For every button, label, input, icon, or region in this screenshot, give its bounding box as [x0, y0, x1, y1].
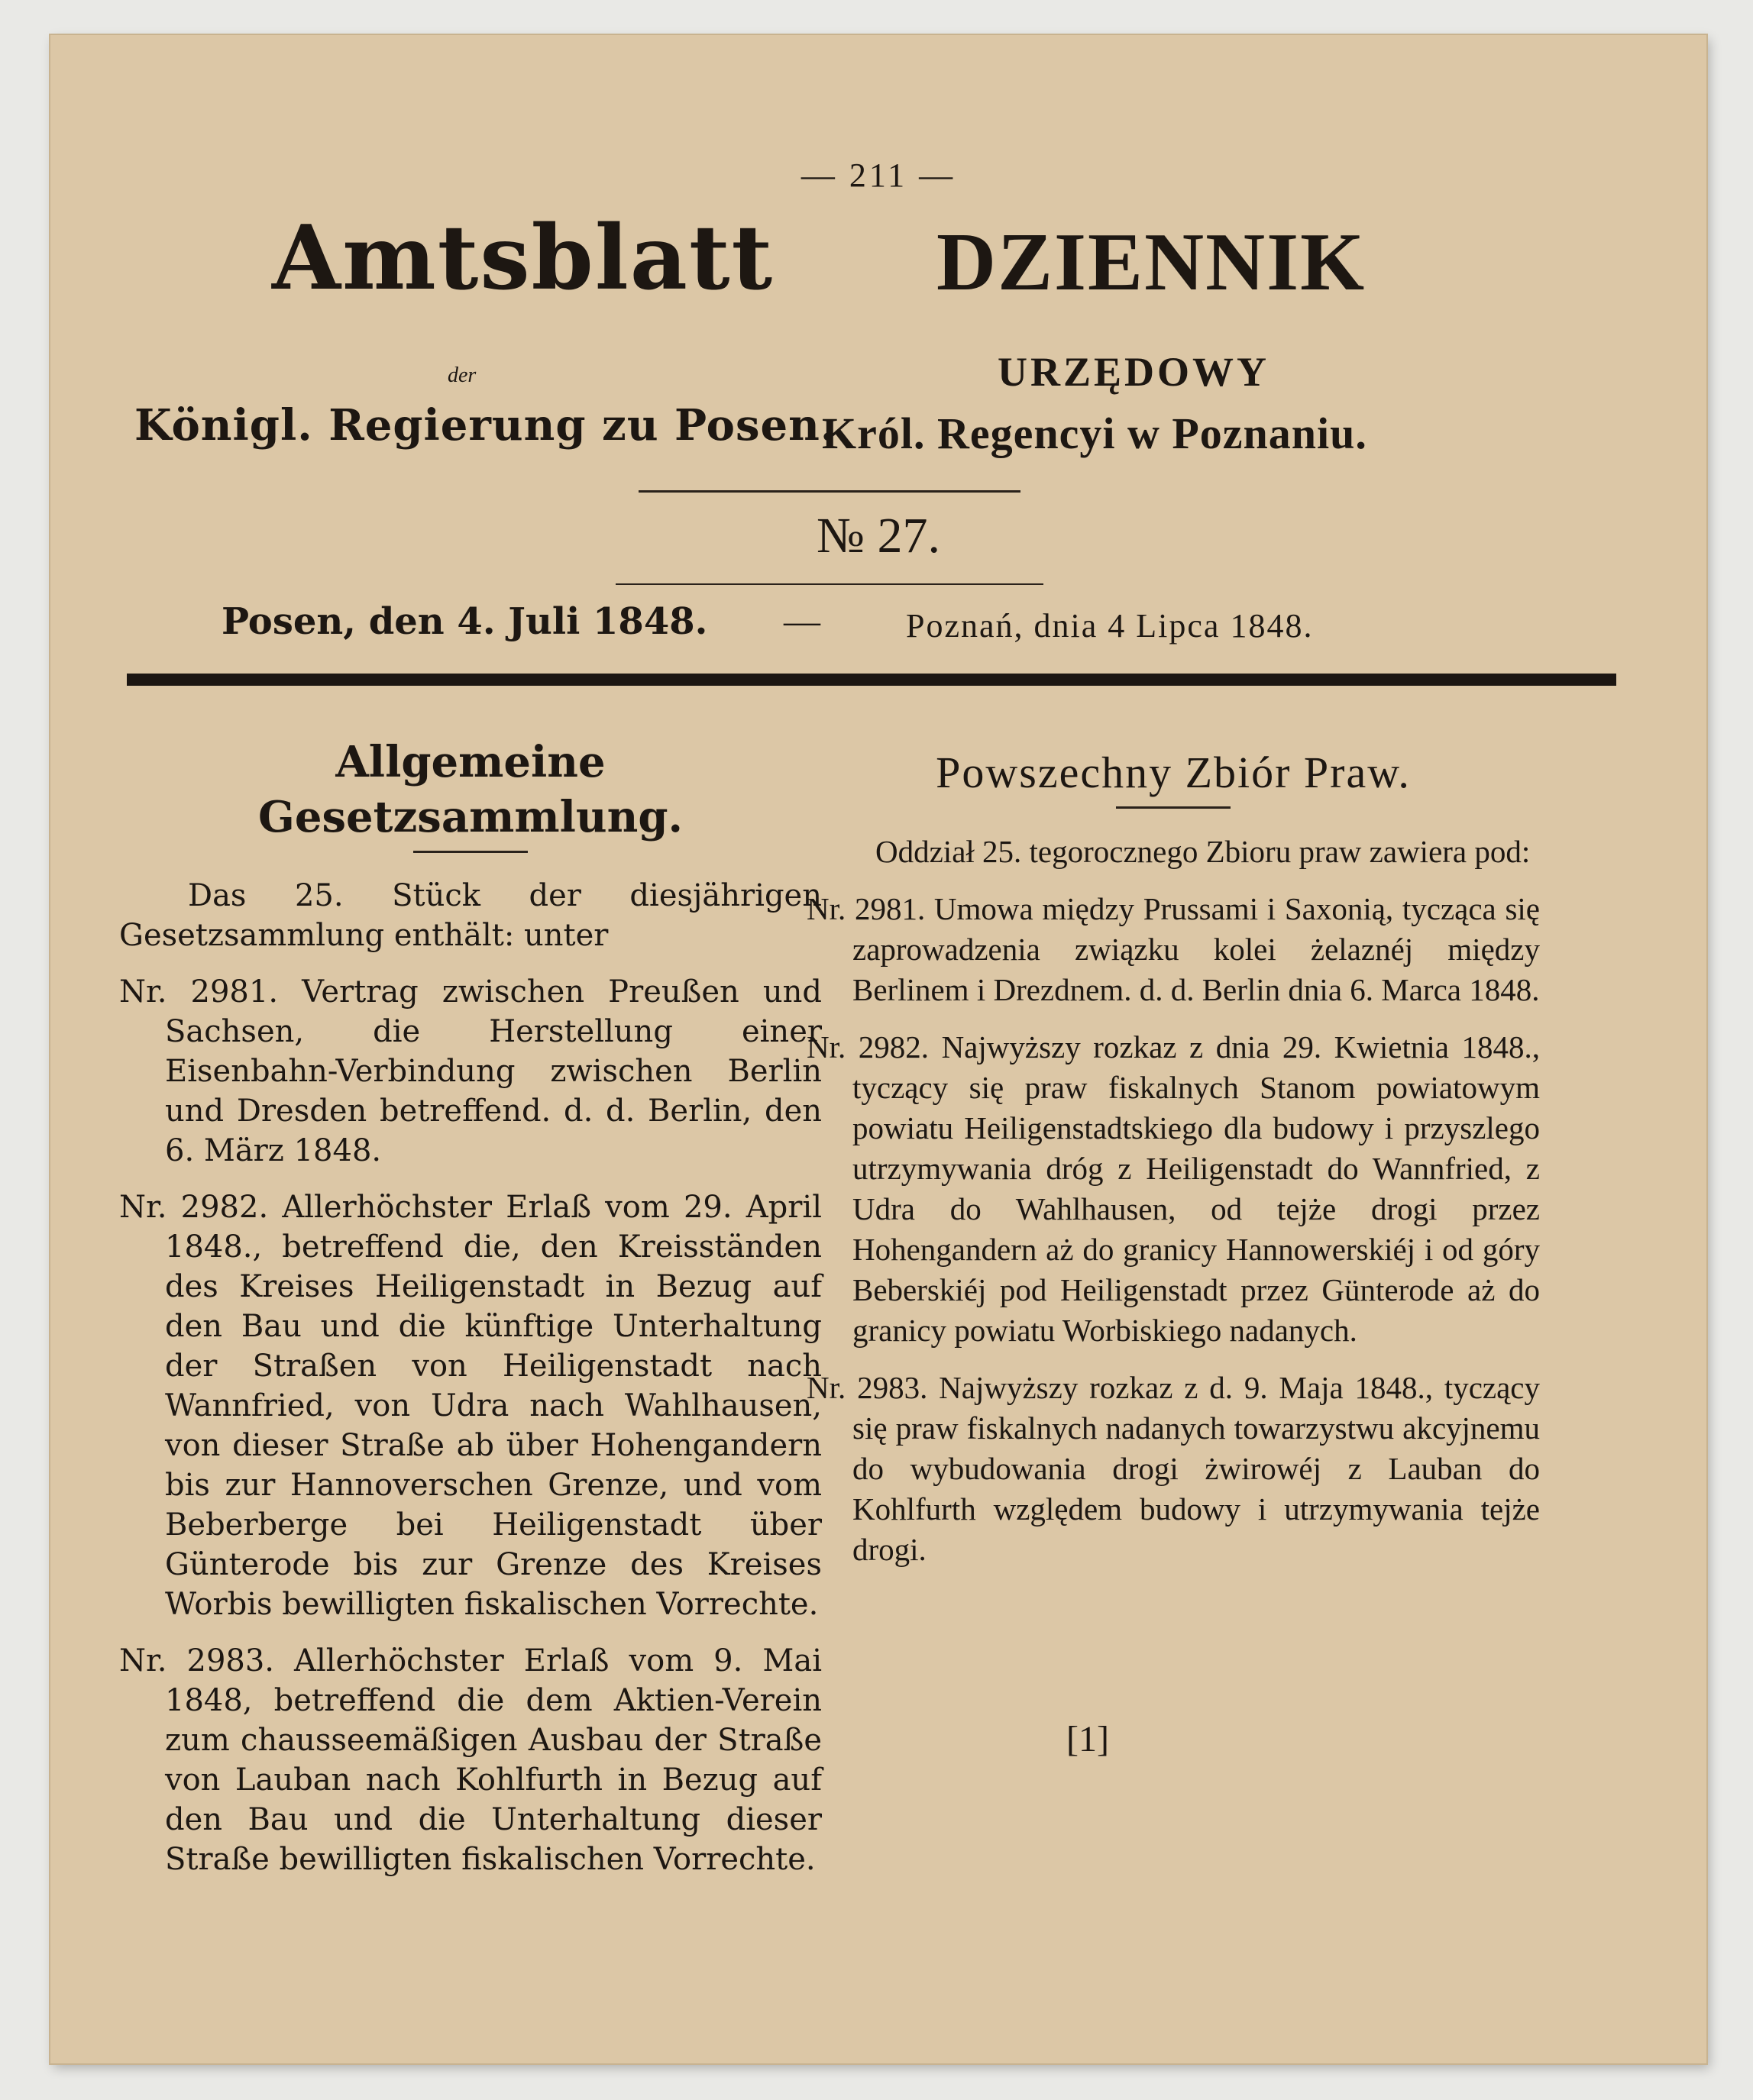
- german-entry-2981: Nr. 2981. Vertrag zwischen Preußen und Sachsen, die Herstellung einer Eisenbahn-Verbindung zwischen Berlin und Dresden betreffend. d. d. Berlin, den 6. März 1848.: [119, 974, 822, 1168]
- german-heading-rule: [413, 851, 528, 853]
- header-thick-rule: [127, 674, 1616, 686]
- date-separator: —: [784, 601, 820, 641]
- polish-entry-2983: Nr. 2983. Najwyższy rozkaz z d. 9. Maja 1848., tyczący się praw fiskalnych nadanych towarzystwu akcyjnemu do wybudowania drogi żwirowéj z Lauban do Kohlfurth względem budowy i utrzymywania tejże drogi.: [807, 1370, 1540, 1567]
- masthead-title-polish: DZIENNIK: [936, 217, 1366, 308]
- polish-heading: Powszechny Zbiór Praw.: [936, 748, 1411, 797]
- german-intro: Das 25. Stück der diesjährigen Gesetzsammlung enthält: unter: [119, 878, 822, 953]
- divider-lower: [616, 583, 1043, 585]
- masthead-subtitle-polish: URZĘDOWY: [998, 349, 1270, 395]
- polish-column: [807, 745, 1540, 1587]
- divider-upper: [639, 490, 1020, 493]
- date-german: Posen, den 4. Juli 1848.: [222, 600, 708, 643]
- date-polish: Poznań, dnia 4 Lipca 1848.: [906, 607, 1314, 645]
- german-entry-2982: Nr. 2982. Allerhöchster Erlaß vom 29. April 1848., betreffend die, den Kreisständen des Kreises Heiligenstadt in Bezug auf den Bau und die künftige Unterhaltung der Straßen von Heiligenstadt nach Wannfried, von Udra nach Wahlhausen, von dieser Straße ab über Hohengandern bis zur Hannoverschen Grenze, und vom Beberberge bei Heiligenstadt über Günterode bis zur Grenze des Kreises Worbis bewilligten fiskalischen Vorrechte.: [119, 1190, 822, 1622]
- page-number: — 211 —: [800, 157, 956, 194]
- issuer-polish: Król. Regencyi w Poznaniu.: [822, 409, 1367, 458]
- signature-mark: [1]: [1066, 1719, 1109, 1759]
- polish-entry-2982: Nr. 2982. Najwyższy rozkaz z dnia 29. Kwietnia 1848., tyczący się praw fiskalnych Stanom powiatowym powiatu Heiligenstadtskiego dla budowy i przyszlego utrzymywania dróg z Heiligenstadt do Wannfried, z Udra do Wahlhausen, od tejże drogi przez Hohengandern aż do granicy Hannowerskiéj i od góry Beberskiéj pod Heiligenstadt przez Günterode aż do granicy powiatu Worbiskiego nadanych.: [807, 1029, 1540, 1348]
- german-column: [119, 735, 822, 1896]
- german-entry-2983: Nr. 2983. Allerhöchster Erlaß vom 9. Mai 1848, betreffend die dem Aktien-Verein zum chausseemäßigen Ausbau der Straße von Lauban nach Kohlfurth in Bezug auf den Bau und die Unterhaltung dieser Straße bewilligten fiskalischen Vorrechte.: [119, 1643, 822, 1877]
- issuer-german: Königl. Regierung zu Posen.: [134, 400, 836, 451]
- masthead-der: der: [448, 363, 477, 387]
- german-heading: Allgemeine Gesetzsammlung.: [258, 737, 683, 842]
- polish-intro: Oddział 25. tegorocznego Zbioru praw zawiera pod:: [875, 834, 1531, 869]
- polish-entry-2981: Nr. 2981. Umowa między Prussami i Saxonią, tycząca się zaprowadzenia związku kolei żelaznéj między Berlinem i Drezdnem. d. d. Berlin dnia 6. Marca 1848.: [807, 891, 1540, 1007]
- issue-number: № 27.: [817, 508, 940, 564]
- polish-heading-rule: [1116, 806, 1231, 809]
- masthead-title-german: Amtsblatt: [272, 206, 775, 310]
- newspaper-page: [50, 35, 1706, 2063]
